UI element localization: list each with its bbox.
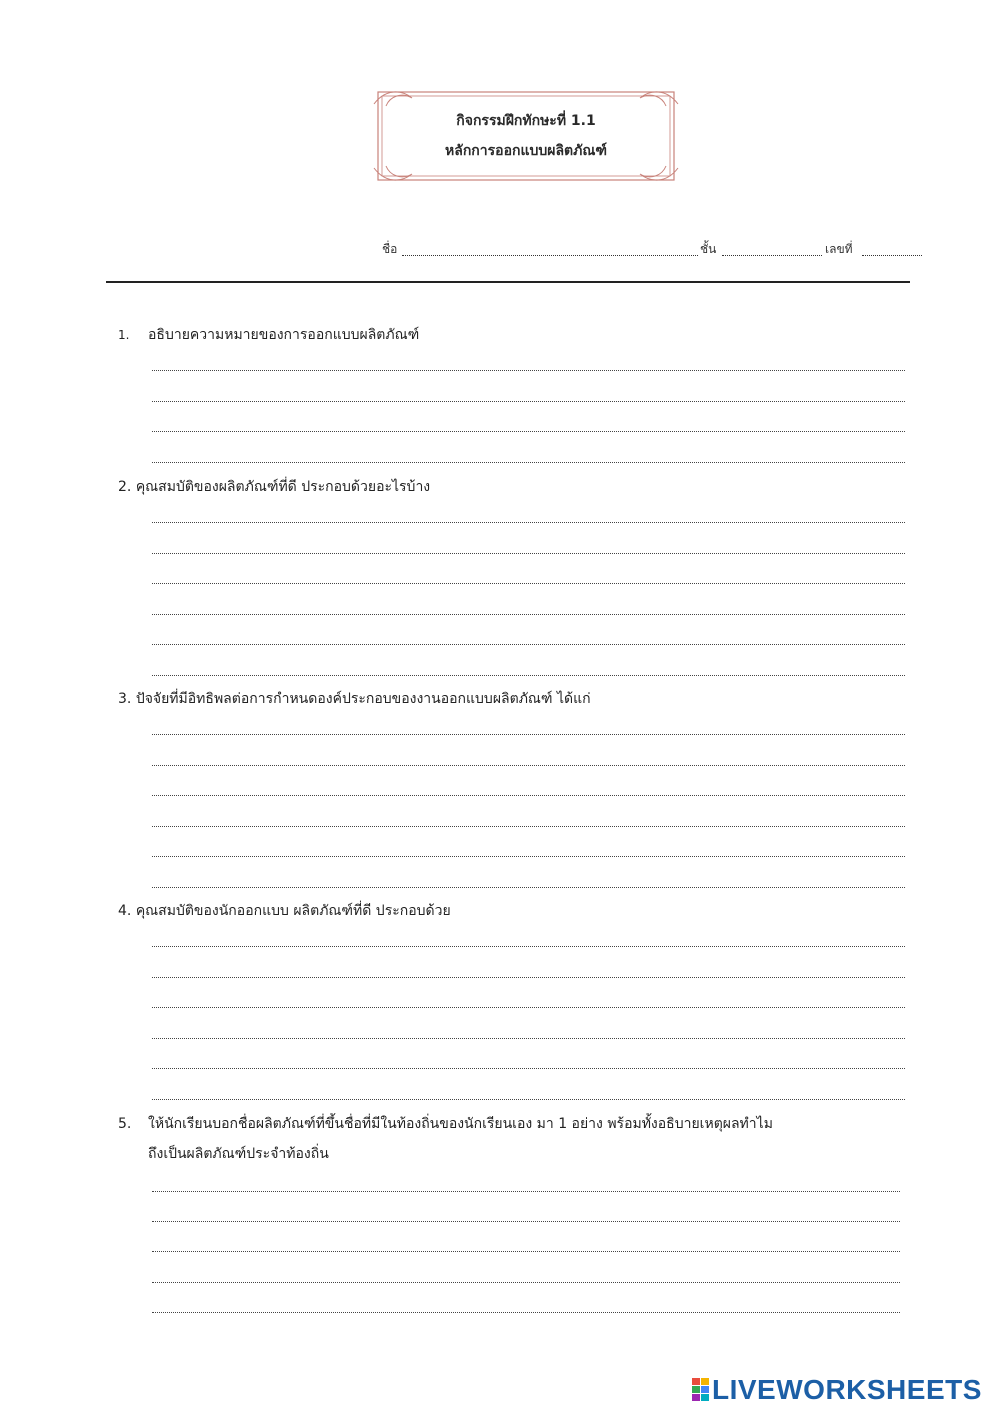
liveworksheets-logo[interactable] [692, 1374, 992, 1408]
name-field[interactable] [402, 255, 698, 256]
answer-line[interactable] [152, 462, 905, 463]
question-5 [118, 1113, 773, 1135]
answer-line[interactable] [152, 522, 905, 523]
question-number: 4. [118, 903, 132, 919]
question-text: คุณสมบัติของนักออกแบบ ผลิตภัณฑ์ที่ดี ประกอบด้วย [135, 903, 451, 919]
liveworksheets-logo-icon [692, 1378, 710, 1402]
question-5-continuation: ถึงเป็นผลิตภัณฑ์ประจำท้องถิ่น [148, 1146, 329, 1162]
question-number: 5. [118, 1116, 132, 1132]
title-frame [372, 86, 680, 186]
question-text: ให้นักเรียนบอกชื่อผลิตภัณฑ์ที่ขึ้นชื่อที่มีในท้องถิ่นของนักเรียนเอง มา 1 อย่าง พร้อมทั้งอธิบายเหตุผลทำไม [148, 1116, 773, 1132]
question-4 [118, 900, 451, 922]
answer-line[interactable] [152, 1038, 905, 1039]
question-number: 2. [118, 479, 132, 495]
answer-line[interactable] [152, 1251, 900, 1252]
name-label: ชื่อ [382, 242, 398, 256]
question-number: 3. [118, 691, 132, 707]
answer-line[interactable] [152, 401, 905, 402]
question-text: คุณสมบัติของผลิตภัณฑ์ที่ดี ประกอบด้วยอะไรบ้าง [135, 479, 431, 495]
answer-line[interactable] [152, 644, 905, 645]
answer-line[interactable] [152, 1221, 900, 1222]
answer-line[interactable] [152, 431, 905, 432]
answer-line[interactable] [152, 1068, 905, 1069]
answer-line[interactable] [152, 1007, 905, 1008]
answer-line[interactable] [152, 1099, 905, 1100]
answer-line[interactable] [152, 583, 905, 584]
answer-line[interactable] [152, 614, 905, 615]
number-field[interactable] [862, 255, 922, 256]
answer-line[interactable] [152, 675, 905, 676]
worksheet-subtitle: หลักการออกแบบผลิตภัณฑ์ [445, 143, 607, 159]
answer-line[interactable] [152, 1191, 900, 1192]
class-field[interactable] [722, 255, 822, 256]
header-divider [106, 281, 910, 283]
answer-line[interactable] [152, 553, 905, 554]
ornamental-frame-icon [372, 86, 680, 186]
question-1 [118, 324, 419, 346]
class-label: ชั้น [700, 242, 717, 256]
answer-line[interactable] [152, 1312, 900, 1313]
answer-line[interactable] [152, 856, 905, 857]
student-info-row [382, 240, 927, 262]
answer-line[interactable] [152, 765, 905, 766]
answer-line[interactable] [152, 795, 905, 796]
number-label: เลขที่ [825, 242, 853, 256]
answer-line[interactable] [152, 1282, 900, 1283]
question-2 [118, 476, 430, 498]
answer-line[interactable] [152, 946, 905, 947]
worksheet-title: กิจกรรมฝึกทักษะที่ 1.1 [456, 113, 596, 129]
answer-line[interactable] [152, 826, 905, 827]
answer-line[interactable] [152, 887, 905, 888]
answer-line[interactable] [152, 977, 905, 978]
question-number: 1. [118, 328, 130, 342]
question-text: ปัจจัยที่มีอิทธิพลต่อการกำหนดองค์ประกอบของงานออกแบบผลิตภัณฑ์ ได้แก่ [135, 691, 591, 707]
answer-line[interactable] [152, 734, 905, 735]
question-text: อธิบายความหมายของการออกแบบผลิตภัณฑ์ [148, 327, 420, 343]
liveworksheets-brand: LIVEWORKSHEETS [712, 1374, 982, 1405]
question-3 [118, 688, 591, 710]
answer-line[interactable] [152, 370, 905, 371]
